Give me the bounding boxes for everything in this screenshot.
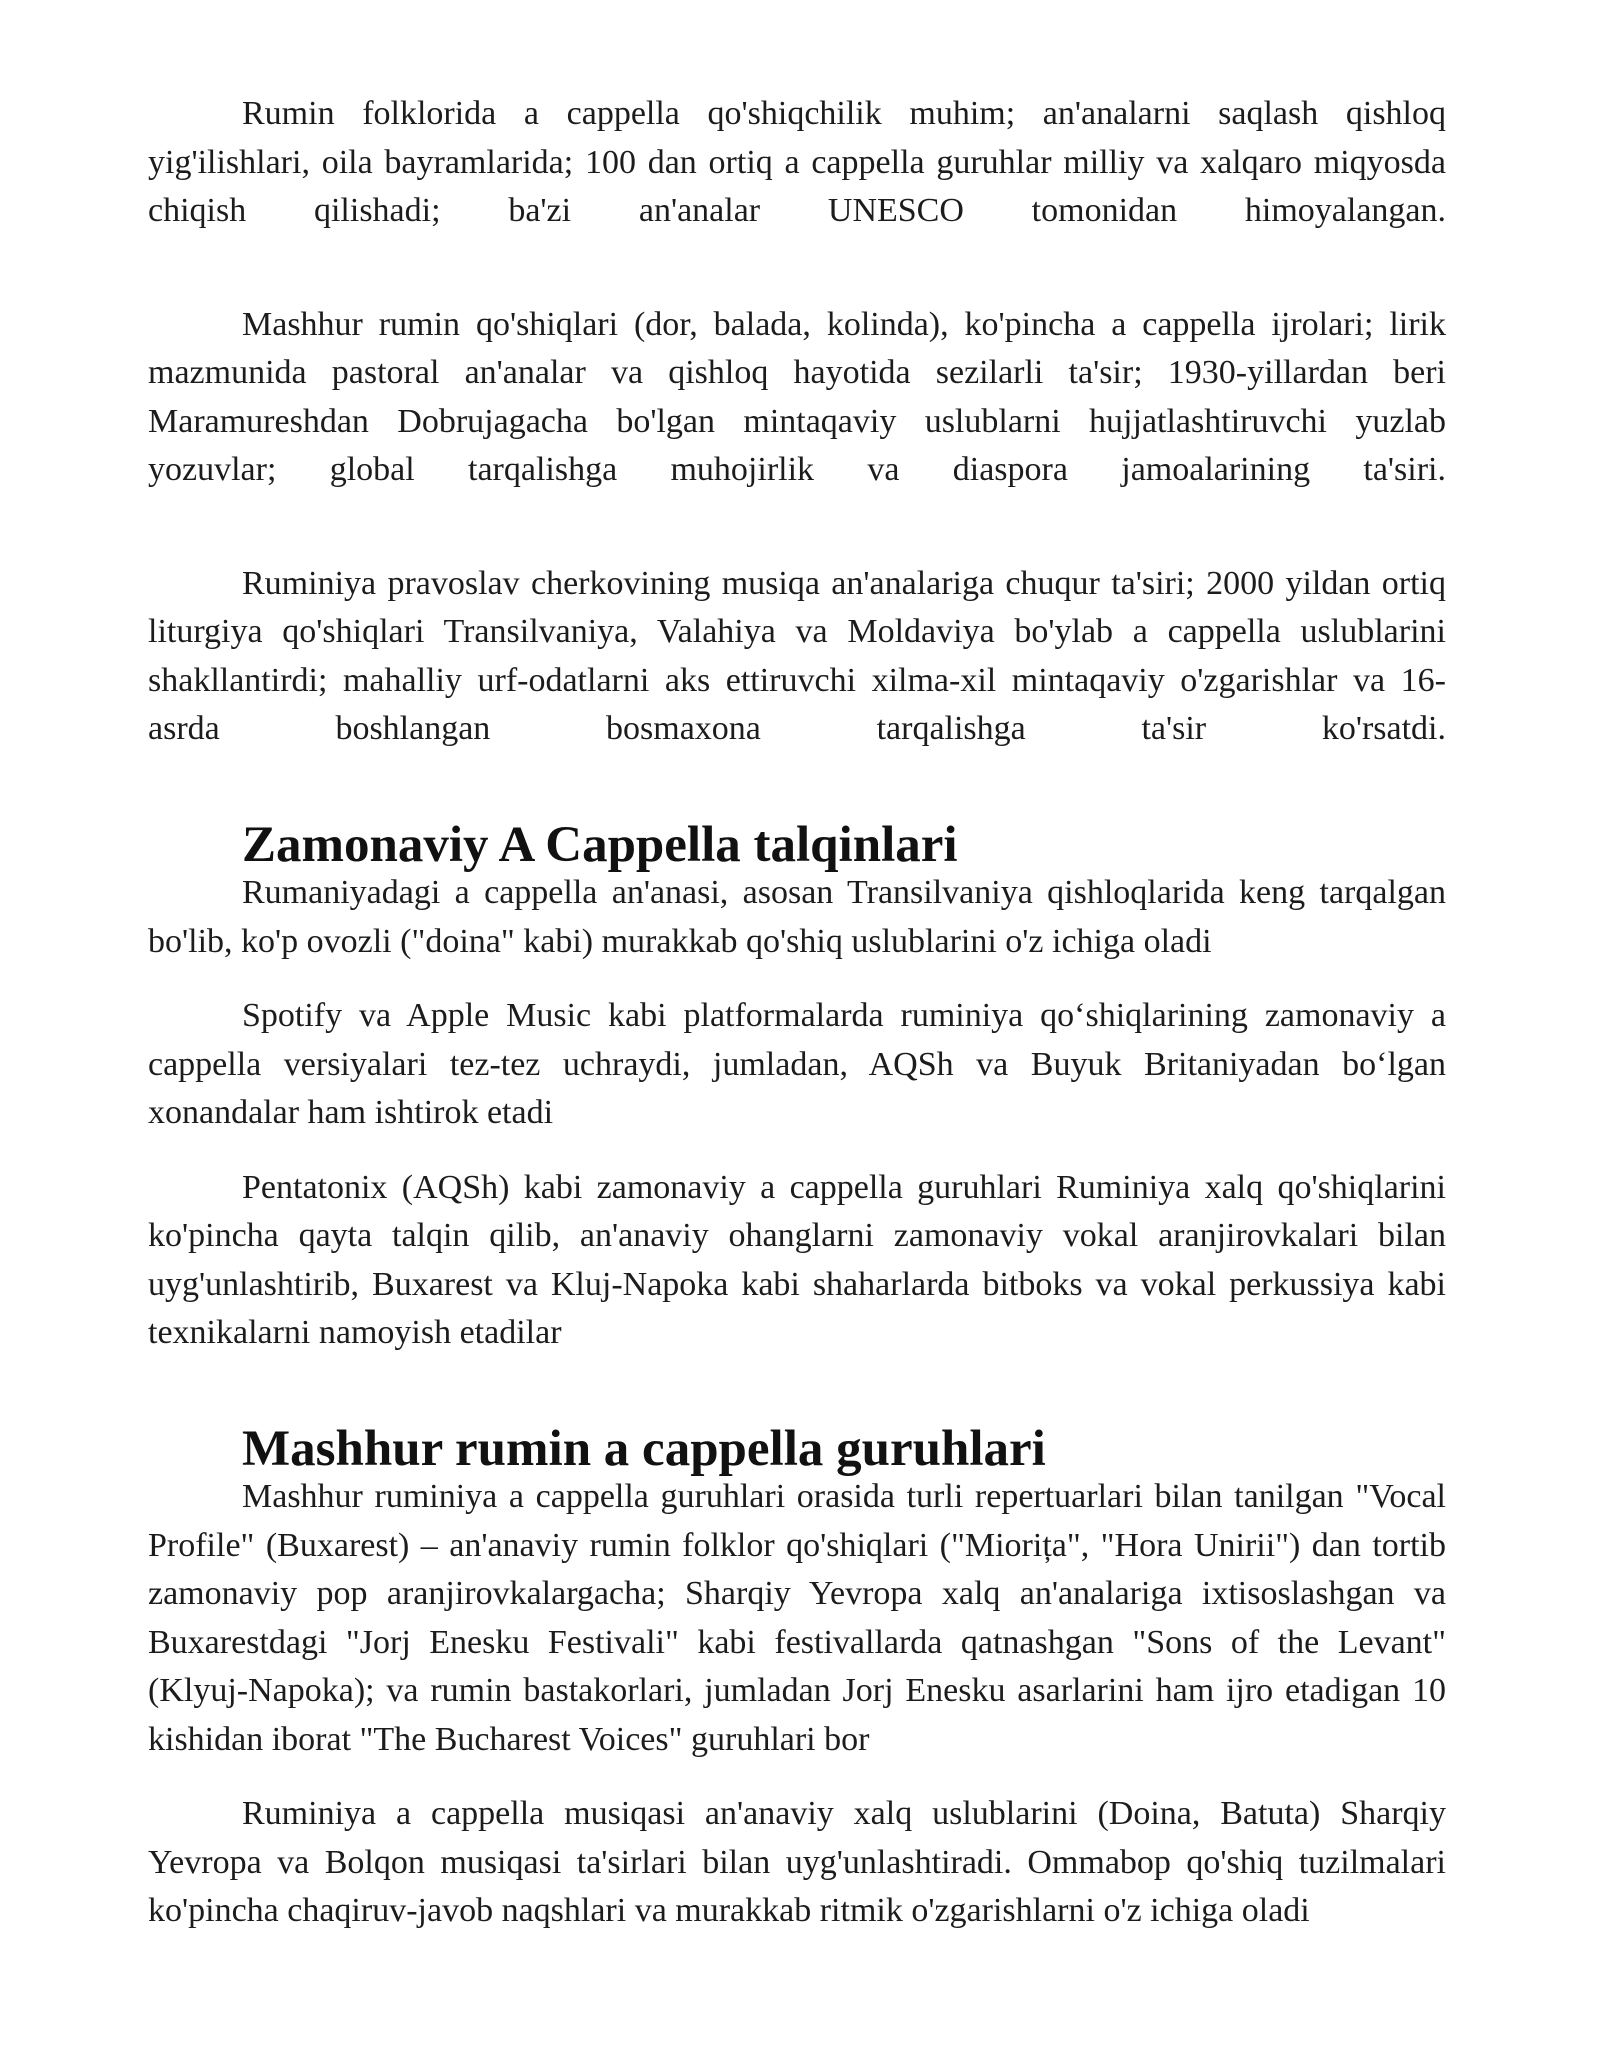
paragraph-music-styles: Ruminiya a cappella musiqasi an'anaviy xalq uslublarini (Doina, Batuta) Sharqiy Yevropa va Bolqon musiqasi ta'sirlari bilan uyg'unlashtiradi. Ommabop qo'shiq tuzilmalari ko'pincha chaqiruv-javob naqshlari va murakkab ritmik o'zgarishlarni o'z ichiga oladi	[148, 1795, 1446, 1929]
paragraph-popular-songs: Mashhur rumin qo'shiqlari (dor, balada, kolinda), ko'pincha a cappella ijrolari; lirik mazmunida pastoral an'analar va qishloq hayotida sezilarli ta'sir; 1930-yillardan beri Maramureshdan Dobrujagacha bo'lgan mintaqaviy uslublarni hujjatlashtiruvchi yuzlab yozuvlar; global tarqalishga muhojirlik va diaspora jamoalarining ta'siri.	[148, 305, 1446, 488]
document-page	[148, 90, 1446, 1936]
paragraph-famous-groups: Mashhur ruminiya a cappella guruhlari orasida turli repertuarlari bilan tanilgan "Vocal Profile" (Buxarest) – an'anaviy rumin folklor qo'shiqlari ("Miorița", "Hora Unirii") dan tortib zamonaviy pop aranjirovkalargacha; Sharqiy Yevropa xalq an'analariga ixtisoslashgan va Buxarestdagi "Jorj Enesku Festivali" kabi festivallarda qatnashgan "Sons of the Levant" (Klyuj-Napoka); va rumin bastakorlari, jumladan Jorj Enesku asarlarini ham ijro etadigan 10 kishidan iborat "The Bucharest Voices" guruhlari bor	[148, 1478, 1446, 1758]
paragraph-spacer	[148, 1764, 1446, 1790]
section-heading-groups: Mashhur rumin a cappella guruhlari	[242, 1420, 1046, 1477]
section-spacer	[148, 754, 1446, 821]
paragraph-spacer	[148, 236, 1446, 301]
section-heading-modern: Zamonaviy A Cappella talqinlari	[242, 816, 958, 873]
paragraph-modern-tradition: Rumaniyadagi a cappella an'anasi, asosan Transilvaniya qishloqlarida keng tarqalgan bo'lib, ko'p ovozli ("doina" kabi) murakkab qo'shiq uslublarini o'z ichiga oladi	[148, 874, 1446, 960]
paragraph-orthodox-church: Ruminiya pravoslav cherkovining musiqa an'analariga chuqur ta'siri; 2000 yildan ortiq liturgiya qo'shiqlari Transilvaniya, Valahiya va Moldaviya bo'ylab a cappella uslublarini shakllantirdi; mahalliy urf-odatlarni aks ettiruvchi xilma-xil mintaqaviy o'zgarishlar va 16-asrda boshlangan bosmaxona tarqalishga ta'sir ko'rsatdi.	[148, 564, 1446, 747]
section-spacer	[148, 1358, 1446, 1425]
paragraph-spacer	[148, 495, 1446, 560]
paragraph-folklore: Rumin folklorida a cappella qo'shiqchilik muhim; an'analarni saqlash qishloq yig'ilishlari, oila bayramlarida; 100 dan ortiq a cappella guruhlar milliy va xalqaro miqyosda chiqish qilishadi; ba'zi an'analar UNESCO tomonidan himoyalangan.	[148, 95, 1446, 229]
paragraph-streaming: Spotify va Apple Music kabi platformalarda ruminiya qo‘shiqlarining zamonaviy a cappella versiyalari tez-tez uchraydi, jumladan, AQSh va Buyuk Britaniyadan bo‘lgan xonandalar ham ishtirok etadi	[148, 997, 1446, 1131]
paragraph-spacer	[148, 1138, 1446, 1164]
paragraph-pentatonix: Pentatonix (AQSh) kabi zamonaviy a cappella guruhlari Ruminiya xalq qo'shiqlarini ko'pincha qayta talqin qilib, an'anaviy ohanglarni zamonaviy vokal aranjirovkalari bilan uyg'unlashtirib, Buxarest va Kluj-Napoka kabi shaharlarda bitboks va vokal perkussiya kabi texnikalarni namoyish etadilar	[148, 1168, 1446, 1351]
paragraph-spacer	[148, 966, 1446, 992]
